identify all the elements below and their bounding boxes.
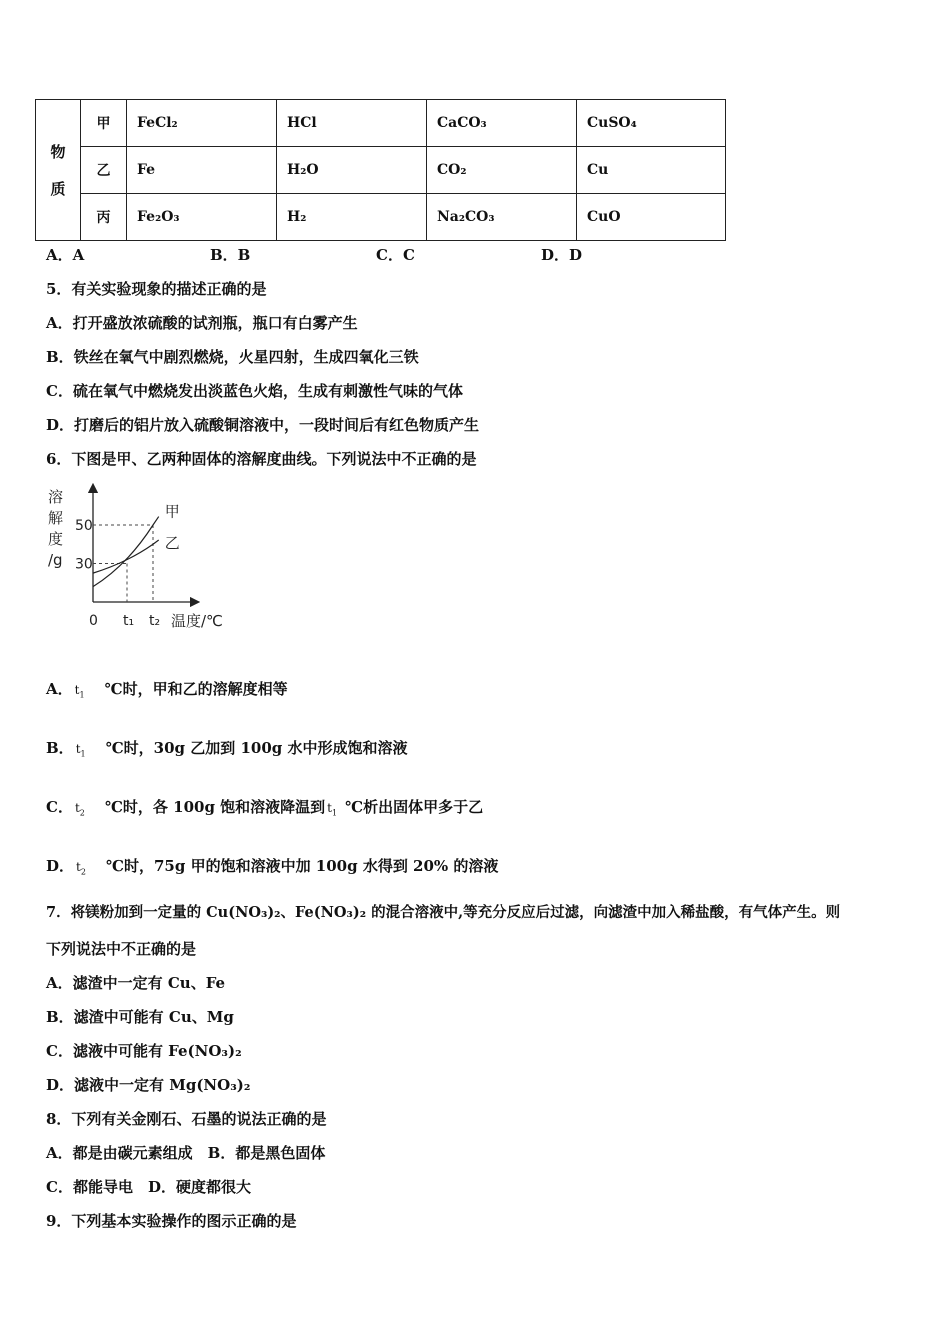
table-cell: Fe₂O₃	[127, 194, 277, 241]
q7-option-a: A．滤渣中一定有 Cu、Fe	[46, 974, 226, 992]
q5-option-c: C．硫在氧气中燃烧发出淡蓝色火焰，生成有刺激性气味的气体	[46, 382, 463, 400]
q5-option-b: B．铁丝在氧气中剧烈燃烧，火星四射，生成四氧化三铁	[46, 348, 419, 366]
option-text-2: ℃析出固体甲多于乙	[345, 798, 484, 816]
table-cell: Na₂CO₃	[427, 194, 577, 241]
substance-table	[35, 99, 726, 241]
x-tick-label: 0	[89, 613, 98, 629]
table-cell: H₂O	[277, 147, 427, 194]
option-prefix: B．	[46, 739, 74, 757]
table-row	[36, 100, 726, 147]
question-7-stem-continued: 下列说法中不正确的是	[46, 940, 197, 958]
table-cell: CuO	[577, 194, 726, 241]
t-letter: t	[74, 683, 80, 697]
t-letter: t	[327, 801, 332, 815]
series-line-yi	[93, 540, 159, 573]
table-cell: Cu	[577, 147, 726, 194]
q5-option-a: A．打开盛放浓硫酸的试剂瓶，瓶口有白雾产生	[46, 314, 358, 332]
t-letter: t	[75, 742, 81, 756]
question-5-stem: 5．有关实验现象的描述正确的是	[46, 280, 267, 298]
x-tick-label: t₁	[123, 613, 135, 629]
row-label: 丙	[81, 194, 127, 241]
t-subscript: 2	[79, 808, 85, 818]
t-letter: t	[76, 860, 81, 874]
q7-option-c: C．滤液中可能有 Fe(NO₃)₂	[46, 1042, 242, 1060]
option-d: D．D	[541, 246, 583, 264]
option-prefix: A．	[46, 680, 73, 698]
t-subscript: 2	[80, 867, 86, 877]
table-cell: CaCO₃	[427, 100, 577, 147]
q6-option-a	[46, 680, 288, 700]
question-6-stem: 6．下图是甲、乙两种固体的溶解度曲线。下列说法中不正确的是	[46, 450, 477, 468]
series-line-jia	[93, 517, 159, 587]
q8-options-row-2: C．都能导电 D．硬度都很大	[46, 1178, 251, 1196]
group-label-char: 物	[50, 143, 66, 161]
solubility-chart	[40, 482, 240, 637]
series-label: 甲	[164, 502, 180, 521]
question-9-stem: 9．下列基本实验操作的图示正确的是	[46, 1212, 297, 1230]
option-prefix: D．	[46, 857, 75, 875]
option-text: ℃时，各 100g 饱和溶液降温到	[104, 798, 326, 816]
option-text: ℃时，75g 甲的饱和溶液中加 100g 水得到 20% 的溶液	[106, 857, 499, 875]
y-axis-label-char: 度	[48, 530, 64, 548]
q6-option-c	[46, 798, 484, 818]
y-axis-label-char: /g	[48, 551, 63, 569]
row-label: 乙	[81, 147, 127, 194]
table-row	[36, 147, 726, 194]
row-label: 甲	[81, 100, 127, 147]
option-a: A．A	[46, 246, 85, 264]
table-cell: CO₂	[427, 147, 577, 194]
q5-option-d: D．打磨后的铝片放入硫酸铜溶液中，一段时间后有红色物质产生	[46, 416, 480, 434]
table-cell: H₂	[277, 194, 427, 241]
table-cell: FeCl₂	[127, 100, 277, 147]
option-prefix: C．	[46, 798, 73, 816]
t-subscript: 1	[80, 749, 86, 759]
table-cell: Fe	[127, 147, 277, 194]
q8-options-row-1: A．都是由碳元素组成 B．都是黑色固体	[46, 1144, 326, 1162]
table-group-label	[36, 100, 81, 241]
option-c: C．C	[376, 246, 415, 264]
y-axis-label-char: 解	[48, 509, 64, 527]
q6-option-d	[46, 857, 499, 877]
y-tick-label: 30	[75, 556, 93, 573]
t-subscript: 1	[332, 808, 338, 818]
group-label-char: 质	[50, 180, 66, 198]
question-7-stem: 7．将镁粉加到一定量的 Cu(NO₃)₂、Fe(NO₃)₂ 的混合溶液中,等充分反应后过滤，向滤渣中加入稀盐酸，有气体产生。则	[46, 904, 841, 921]
q7-option-b: B．滤渣中可能有 Cu、Mg	[46, 1008, 234, 1026]
series-label: 乙	[164, 534, 180, 553]
x-axis-label: 温度/℃	[171, 612, 223, 630]
q7-option-d: D．滤液中一定有 Mg(NO₃)₂	[46, 1076, 251, 1094]
option-b: B．B	[210, 246, 251, 264]
option-text: ℃时，甲和乙的溶解度相等	[104, 680, 288, 698]
table-row	[36, 194, 726, 241]
t-subscript: 1	[79, 690, 85, 700]
q6-option-b	[46, 739, 408, 759]
table-cell: HCl	[277, 100, 427, 147]
y-tick-label: 50	[75, 518, 93, 534]
table-cell: CuSO₄	[577, 100, 726, 147]
y-axis-label-char: 溶	[48, 488, 64, 506]
x-tick-label: t₂	[149, 613, 161, 629]
t-letter: t	[74, 801, 80, 815]
question-8-stem: 8．下列有关金刚石、石墨的说法正确的是	[46, 1110, 327, 1128]
option-text: ℃时，30g 乙加到 100g 水中形成饱和溶液	[105, 739, 408, 757]
